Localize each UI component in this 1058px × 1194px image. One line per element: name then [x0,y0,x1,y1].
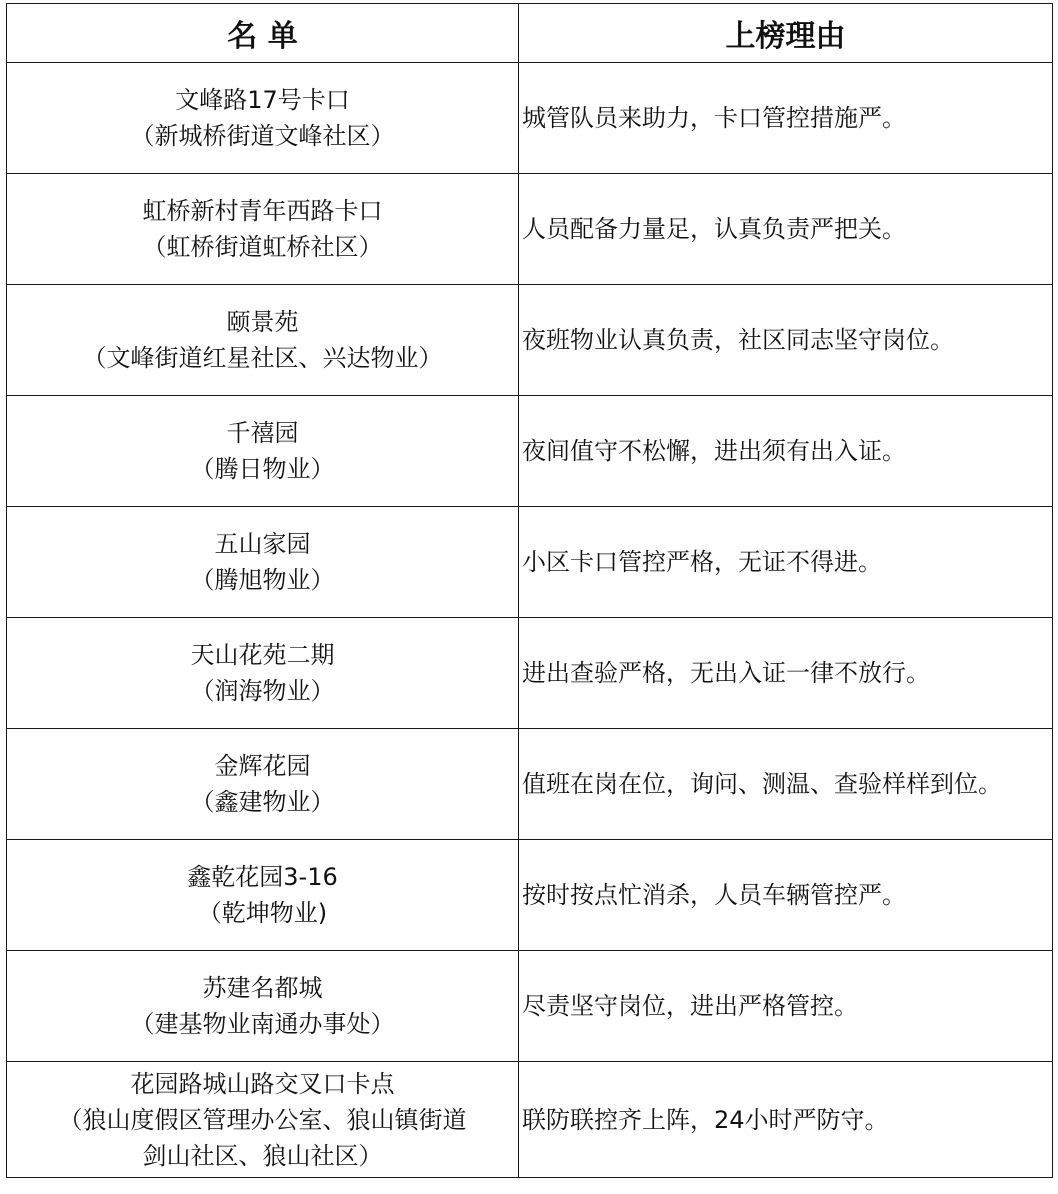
name-cell [7,729,519,840]
header-reason-column: 上榜理由 [519,4,1053,63]
reason-cell: 按时按点忙消杀，人员车辆管控严。 [519,840,1053,951]
reason-cell: 值班在岗在位，询问、测温、查验样样到位。 [519,729,1053,840]
place-name: 文峰路17号卡口 [175,86,350,114]
table-row [7,63,1053,174]
place-detail: （润海物业） [190,677,335,705]
table-header-row [7,4,1053,63]
reason-cell: 进出查验严格，无出入证一律不放行。 [519,618,1053,729]
name-cell [7,507,519,618]
reason-cell: 夜间值守不松懈，进出须有出入证。 [519,396,1053,507]
header-name-column: 名 单 [7,4,519,63]
place-name: 颐景苑 [226,308,299,336]
place-name: 虹桥新村青年西路卡口 [142,197,383,225]
place-name: 鑫乾花园3-16 [187,863,338,891]
table-row [7,618,1053,729]
table-row [7,840,1053,951]
name-cell [7,63,519,174]
name-cell [7,285,519,396]
place-detail: （鑫建物业） [190,788,335,816]
name-cell [7,840,519,951]
name-cell [7,1062,519,1178]
reason-cell: 尽责坚守岗位，进出严格管控。 [519,951,1053,1062]
reason-cell: 联防联控齐上阵，24小时严防守。 [519,1062,1053,1178]
place-name: 千禧园 [226,419,299,447]
table-row [7,1062,1053,1178]
name-cell [7,174,519,285]
place-detail: （乾坤物业) [197,899,328,927]
place-detail: （文峰街道红星社区、兴达物业） [82,344,443,372]
place-detail: （腾日物业） [190,455,335,483]
reason-cell: 小区卡口管控严格，无证不得进。 [519,507,1053,618]
place-detail-continued: 剑山社区、狼山社区） [142,1141,383,1170]
name-cell [7,396,519,507]
place-name: 五山家园 [214,530,311,558]
table-row [7,729,1053,840]
honor-list-table [6,3,1053,1178]
reason-cell: 夜班物业认真负责，社区同志坚守岗位。 [519,285,1053,396]
place-name: 金辉花园 [214,752,311,780]
place-detail: （狼山度假区管理办公室、狼山镇街道 [58,1105,467,1134]
place-detail: （虹桥街道虹桥社区） [142,233,383,261]
place-name: 花园路城山路交叉口卡点 [130,1069,395,1098]
honor-list-table-container [6,3,1052,1178]
table-row [7,396,1053,507]
table-row [7,951,1053,1062]
place-name: 天山花苑二期 [190,641,335,669]
place-detail: （建基物业南通办事处） [130,1010,395,1038]
table-row [7,507,1053,618]
table-row [7,174,1053,285]
place-name: 苏建名都城 [202,974,323,1002]
place-detail: （新城桥街道文峰社区） [130,122,395,150]
place-detail: （腾旭物业） [190,566,335,594]
table-row [7,285,1053,396]
reason-cell: 城管队员来助力，卡口管控措施严。 [519,63,1053,174]
name-cell [7,951,519,1062]
reason-cell: 人员配备力量足，认真负责严把关。 [519,174,1053,285]
name-cell [7,618,519,729]
